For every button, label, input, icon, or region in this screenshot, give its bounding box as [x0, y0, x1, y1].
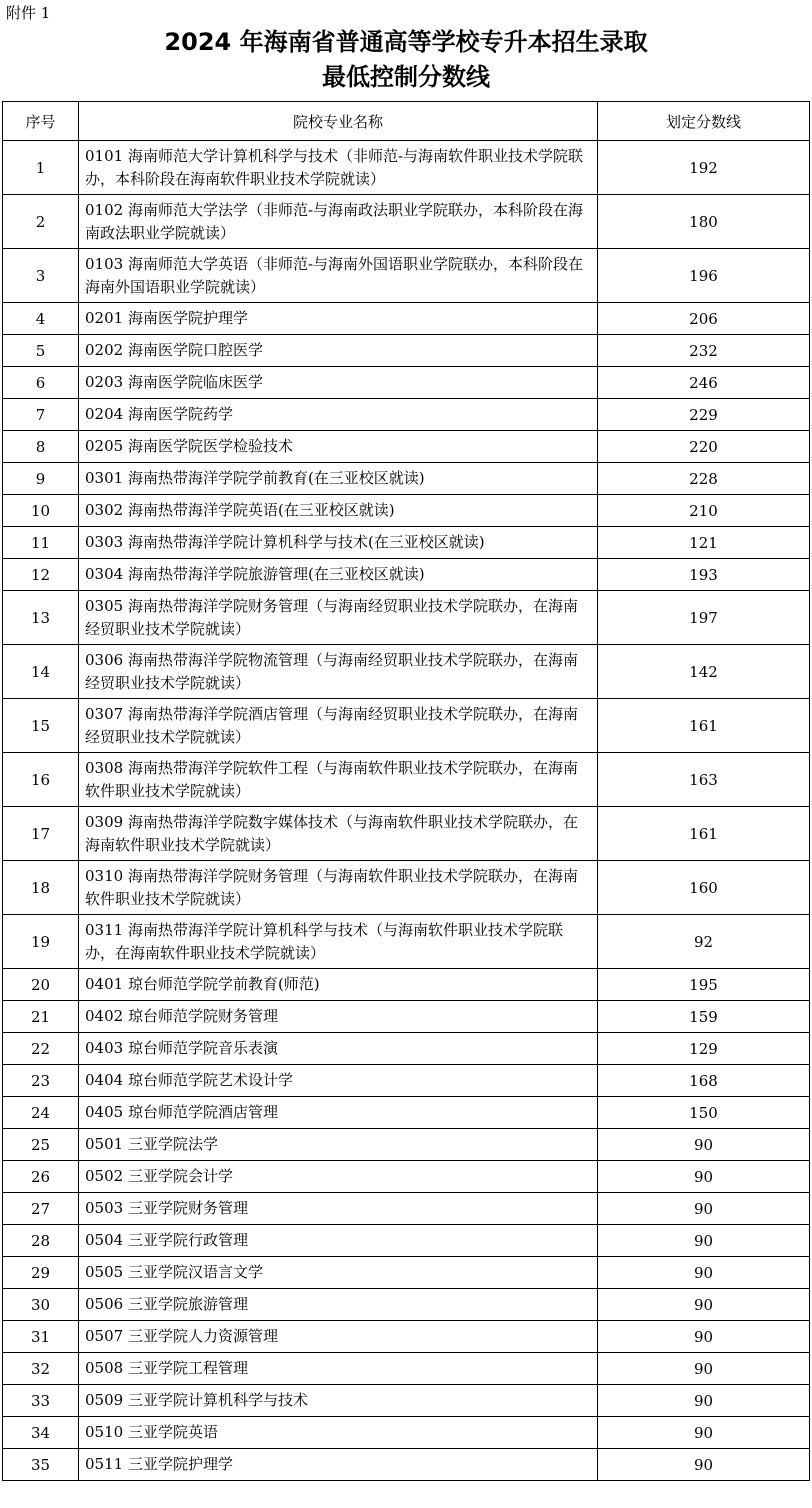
row-program-name: 0403 琼台师范学院音乐表演: [79, 1033, 598, 1065]
row-serial-number: 23: [3, 1065, 79, 1097]
table-row: [3, 1225, 810, 1257]
table-row: [3, 1129, 810, 1161]
row-serial-number: 22: [3, 1033, 79, 1065]
table-row: [3, 1321, 810, 1353]
row-serial-number: 4: [3, 303, 79, 335]
row-serial-number: 17: [3, 807, 79, 861]
row-cutoff-score: 160: [598, 861, 810, 915]
row-cutoff-score: 129: [598, 1033, 810, 1065]
row-serial-number: 16: [3, 753, 79, 807]
table-row: [3, 807, 810, 861]
row-cutoff-score: 90: [598, 1449, 810, 1481]
table-row: [3, 249, 810, 303]
row-serial-number: 28: [3, 1225, 79, 1257]
table-row: [3, 141, 810, 195]
row-cutoff-score: 90: [598, 1353, 810, 1385]
row-cutoff-score: 90: [598, 1129, 810, 1161]
row-cutoff-score: 161: [598, 699, 810, 753]
row-program-name: 0203 海南医学院临床医学: [79, 367, 598, 399]
row-cutoff-score: 193: [598, 559, 810, 591]
row-program-name: 0204 海南医学院药学: [79, 399, 598, 431]
row-serial-number: 12: [3, 559, 79, 591]
row-program-name: 0101 海南师范大学计算机科学与技术（非师范-与海南软件职业技术学院联办，本科阶段在海南软件职业技术学院就读）: [79, 141, 598, 195]
header-program-name: 院校专业名称: [79, 102, 598, 141]
row-serial-number: 25: [3, 1129, 79, 1161]
row-serial-number: 24: [3, 1097, 79, 1129]
row-program-name: 0308 海南热带海洋学院软件工程（与海南软件职业技术学院联办，在海南软件职业技术学院就读）: [79, 753, 598, 807]
table-row: [3, 1449, 810, 1481]
row-program-name: 0302 海南热带海洋学院英语(在三亚校区就读): [79, 495, 598, 527]
table-row: [3, 1289, 810, 1321]
header-serial-number: 序号: [3, 102, 79, 141]
row-cutoff-score: 150: [598, 1097, 810, 1129]
row-cutoff-score: 159: [598, 1001, 810, 1033]
row-cutoff-score: 90: [598, 1289, 810, 1321]
row-serial-number: 7: [3, 399, 79, 431]
row-cutoff-score: 192: [598, 141, 810, 195]
row-serial-number: 19: [3, 915, 79, 969]
table-body: [3, 141, 810, 1481]
table-row: [3, 1065, 810, 1097]
row-program-name: 0401 琼台师范学院学前教育(师范): [79, 969, 598, 1001]
row-cutoff-score: 228: [598, 463, 810, 495]
row-program-name: 0306 海南热带海洋学院物流管理（与海南经贸职业技术学院联办，在海南经贸职业技术学院就读）: [79, 645, 598, 699]
row-serial-number: 6: [3, 367, 79, 399]
header-cutoff-score: 划定分数线: [598, 102, 810, 141]
row-serial-number: 5: [3, 335, 79, 367]
row-program-name: 0405 琼台师范学院酒店管理: [79, 1097, 598, 1129]
row-cutoff-score: 229: [598, 399, 810, 431]
row-cutoff-score: 210: [598, 495, 810, 527]
row-cutoff-score: 90: [598, 1225, 810, 1257]
row-serial-number: 30: [3, 1289, 79, 1321]
table-row: [3, 591, 810, 645]
row-program-name: 0402 琼台师范学院财务管理: [79, 1001, 598, 1033]
table-row: [3, 559, 810, 591]
row-serial-number: 29: [3, 1257, 79, 1289]
row-program-name: 0503 三亚学院财务管理: [79, 1193, 598, 1225]
attachment-label: 附件 1: [6, 4, 51, 22]
row-serial-number: 34: [3, 1417, 79, 1449]
row-serial-number: 18: [3, 861, 79, 915]
table-row: [3, 303, 810, 335]
table-row: [3, 1417, 810, 1449]
row-serial-number: 11: [3, 527, 79, 559]
row-serial-number: 33: [3, 1385, 79, 1417]
row-cutoff-score: 232: [598, 335, 810, 367]
row-cutoff-score: 90: [598, 1193, 810, 1225]
row-cutoff-score: 92: [598, 915, 810, 969]
row-cutoff-score: 246: [598, 367, 810, 399]
table-row: [3, 645, 810, 699]
table-row: [3, 1033, 810, 1065]
table-row: [3, 861, 810, 915]
row-serial-number: 15: [3, 699, 79, 753]
row-cutoff-score: 180: [598, 195, 810, 249]
row-serial-number: 35: [3, 1449, 79, 1481]
document-title-line-2: 最低控制分数线: [322, 63, 490, 91]
row-serial-number: 8: [3, 431, 79, 463]
document-title-line-1: 2024 年海南省普通高等学校专升本招生录取: [164, 28, 648, 56]
row-program-name: 0311 海南热带海洋学院计算机科学与技术（与海南软件职业技术学院联办，在海南软件职业技术学院就读）: [79, 915, 598, 969]
row-program-name: 0309 海南热带海洋学院数字媒体技术（与海南软件职业技术学院联办，在海南软件职业技术学院就读）: [79, 807, 598, 861]
row-program-name: 0501 三亚学院法学: [79, 1129, 598, 1161]
row-program-name: 0103 海南师范大学英语（非师范-与海南外国语职业学院联办，本科阶段在海南外国语职业学院就读）: [79, 249, 598, 303]
row-program-name: 0202 海南医学院口腔医学: [79, 335, 598, 367]
table-row: [3, 367, 810, 399]
row-cutoff-score: 168: [598, 1065, 810, 1097]
table-row: [3, 527, 810, 559]
row-program-name: 0310 海南热带海洋学院财务管理（与海南软件职业技术学院联办，在海南软件职业技术学院就读）: [79, 861, 598, 915]
table-row: [3, 1257, 810, 1289]
row-cutoff-score: 90: [598, 1161, 810, 1193]
row-serial-number: 10: [3, 495, 79, 527]
row-serial-number: 20: [3, 969, 79, 1001]
row-program-name: 0304 海南热带海洋学院旅游管理(在三亚校区就读): [79, 559, 598, 591]
row-program-name: 0201 海南医学院护理学: [79, 303, 598, 335]
row-serial-number: 3: [3, 249, 79, 303]
table-row: [3, 431, 810, 463]
table-row: [3, 1353, 810, 1385]
row-serial-number: 26: [3, 1161, 79, 1193]
row-program-name: 0507 三亚学院人力资源管理: [79, 1321, 598, 1353]
row-cutoff-score: 163: [598, 753, 810, 807]
table-row: [3, 915, 810, 969]
table-row: [3, 753, 810, 807]
row-cutoff-score: 195: [598, 969, 810, 1001]
row-serial-number: 32: [3, 1353, 79, 1385]
row-cutoff-score: 220: [598, 431, 810, 463]
row-cutoff-score: 90: [598, 1257, 810, 1289]
row-cutoff-score: 142: [598, 645, 810, 699]
row-program-name: 0505 三亚学院汉语言文学: [79, 1257, 598, 1289]
table-header-row: [3, 102, 810, 141]
row-program-name: 0305 海南热带海洋学院财务管理（与海南经贸职业技术学院联办，在海南经贸职业技术学院就读）: [79, 591, 598, 645]
table-row: [3, 399, 810, 431]
row-program-name: 0509 三亚学院计算机科学与技术: [79, 1385, 598, 1417]
row-cutoff-score: 90: [598, 1321, 810, 1353]
table-row: [3, 463, 810, 495]
row-program-name: 0303 海南热带海洋学院计算机科学与技术(在三亚校区就读): [79, 527, 598, 559]
row-program-name: 0404 琼台师范学院艺术设计学: [79, 1065, 598, 1097]
row-program-name: 0506 三亚学院旅游管理: [79, 1289, 598, 1321]
row-program-name: 0511 三亚学院护理学: [79, 1449, 598, 1481]
row-serial-number: 1: [3, 141, 79, 195]
table-row: [3, 1097, 810, 1129]
row-cutoff-score: 90: [598, 1417, 810, 1449]
table-row: [3, 1385, 810, 1417]
row-program-name: 0102 海南师范大学法学（非师范-与海南政法职业学院联办，本科阶段在海南政法职业学院就读）: [79, 195, 598, 249]
table-row: [3, 1161, 810, 1193]
row-program-name: 0510 三亚学院英语: [79, 1417, 598, 1449]
row-program-name: 0301 海南热带海洋学院学前教育(在三亚校区就读): [79, 463, 598, 495]
table-row: [3, 969, 810, 1001]
table-row: [3, 1193, 810, 1225]
row-serial-number: 27: [3, 1193, 79, 1225]
row-cutoff-score: 197: [598, 591, 810, 645]
row-cutoff-score: 90: [598, 1385, 810, 1417]
row-program-name: 0205 海南医学院医学检验技术: [79, 431, 598, 463]
row-program-name: 0504 三亚学院行政管理: [79, 1225, 598, 1257]
row-serial-number: 2: [3, 195, 79, 249]
row-cutoff-score: 161: [598, 807, 810, 861]
row-serial-number: 14: [3, 645, 79, 699]
row-serial-number: 9: [3, 463, 79, 495]
row-program-name: 0508 三亚学院工程管理: [79, 1353, 598, 1385]
table-row: [3, 335, 810, 367]
row-cutoff-score: 196: [598, 249, 810, 303]
score-table: [2, 101, 810, 1481]
table-row: [3, 699, 810, 753]
row-serial-number: 13: [3, 591, 79, 645]
table-row: [3, 195, 810, 249]
row-program-name: 0502 三亚学院会计学: [79, 1161, 598, 1193]
row-serial-number: 31: [3, 1321, 79, 1353]
row-serial-number: 21: [3, 1001, 79, 1033]
table-row: [3, 495, 810, 527]
row-cutoff-score: 206: [598, 303, 810, 335]
table-row: [3, 1001, 810, 1033]
row-cutoff-score: 121: [598, 527, 810, 559]
row-program-name: 0307 海南热带海洋学院酒店管理（与海南经贸职业技术学院联办，在海南经贸职业技术学院就读）: [79, 699, 598, 753]
